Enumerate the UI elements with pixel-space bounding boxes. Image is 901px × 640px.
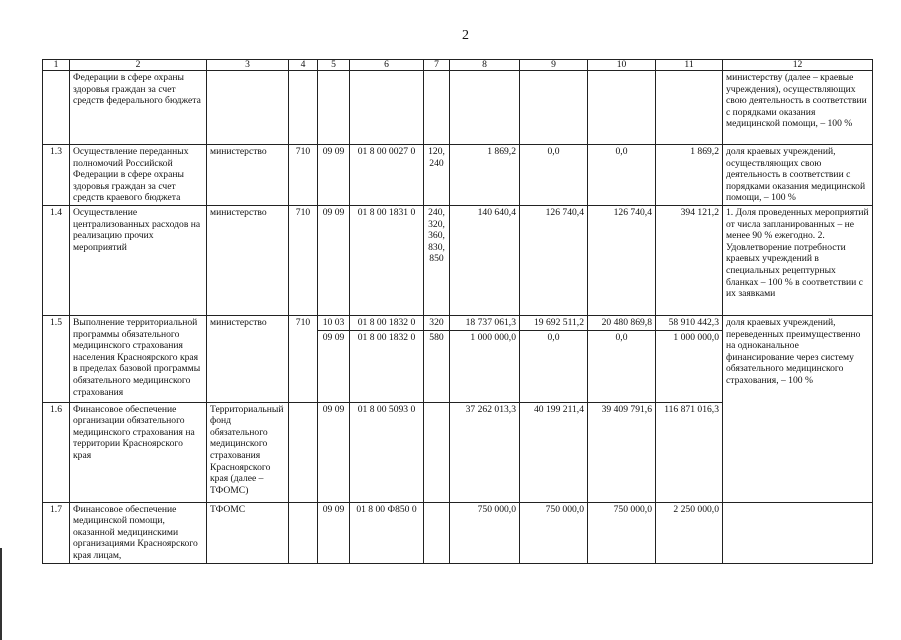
row-result: 1. Доля проведенных мероприятий от числа запланированных – не менее 90 % ежегодно. 2. Удовлетворение потребности краевых учреждений в специальных рецептурных бланках – 100 % в соответствии с их заявками	[723, 205, 873, 315]
row-name: Выполнение территориальной программы обязательного медицинского страхования населения Красноярского края в пределах базовой программы обязательного медицинского страхования	[70, 315, 207, 402]
header-cell: 8	[450, 60, 520, 71]
row-year2: 40 199 211,4	[520, 402, 588, 502]
page-number: 2	[462, 28, 469, 43]
row-result	[723, 402, 873, 502]
row-number: 1.7	[43, 502, 70, 563]
row-vr	[424, 402, 450, 502]
row-number	[43, 71, 70, 145]
row-year2: 126 740,4	[520, 205, 588, 315]
row-vr: 120, 240	[424, 145, 450, 206]
row-year2: 750 000,0	[520, 502, 588, 563]
row-year1: 1 000 000,0	[450, 330, 520, 402]
row-number: 1.3	[43, 145, 70, 206]
row-year3: 39 409 791,6	[588, 402, 656, 502]
row-executor	[207, 71, 289, 145]
row-name: Финансовое обеспечение организации обязательного медицинского страхования на территории Красноярского края	[70, 402, 207, 502]
row-csr: 01 8 00 1832 0	[350, 315, 424, 330]
row-executor: министерство	[207, 315, 289, 402]
header-cell: 9	[520, 60, 588, 71]
row-year1: 18 737 061,3	[450, 315, 520, 330]
row-total: 58 910 442,3	[656, 315, 723, 330]
header-cell: 5	[318, 60, 350, 71]
row-csr: 01 8 00 0027 0	[350, 145, 424, 206]
row-year1: 750 000,0	[450, 502, 520, 563]
program-table	[42, 59, 873, 564]
row-year2: 19 692 511,2	[520, 315, 588, 330]
row-name: Финансовое обеспечение медицинской помощи, оказанной медицинскими организациями Красноярского края лицам,	[70, 502, 207, 563]
row-year3: 126 740,4	[588, 205, 656, 315]
row-name: Осуществление переданных полномочий Российской Федерации в сфере охраны здоровья граждан за счет средств краевого бюджета	[70, 145, 207, 206]
row-number: 1.5	[43, 315, 70, 402]
row-executor: ТФОМС	[207, 502, 289, 563]
row-rzpr: 09 09	[318, 145, 350, 206]
row-vr	[424, 71, 450, 145]
row-rzpr: 10 03	[318, 315, 350, 330]
header-cell: 3	[207, 60, 289, 71]
row-grbs: 710	[289, 205, 318, 315]
row-year3: 0,0	[588, 330, 656, 402]
table-row	[43, 205, 873, 315]
table-row	[43, 402, 873, 502]
row-total: 394 121,2	[656, 205, 723, 315]
row-name: Федерации в сфере охраны здоровья граждан за счет средств федерального бюджета	[70, 71, 207, 145]
row-rzpr: 09 09	[318, 330, 350, 402]
row-year3	[588, 71, 656, 145]
table-row	[43, 502, 873, 563]
row-executor: министерство	[207, 205, 289, 315]
row-number: 1.4	[43, 205, 70, 315]
margin-line	[0, 548, 2, 640]
header-cell: 4	[289, 60, 318, 71]
row-grbs	[289, 402, 318, 502]
row-vr	[424, 502, 450, 563]
row-total: 1 000 000,0	[656, 330, 723, 402]
row-result	[723, 502, 873, 563]
row-year2: 0,0	[520, 145, 588, 206]
table-row	[43, 145, 873, 206]
header-cell: 7	[424, 60, 450, 71]
row-csr: 01 8 00 Ф850 0	[350, 502, 424, 563]
row-total: 116 871 016,3	[656, 402, 723, 502]
row-year3: 20 480 869,8	[588, 315, 656, 330]
table-row	[43, 315, 873, 330]
row-total: 2 250 000,0	[656, 502, 723, 563]
row-grbs: 710	[289, 145, 318, 206]
row-year2	[520, 71, 588, 145]
row-year1: 140 640,4	[450, 205, 520, 315]
row-year1: 1 869,2	[450, 145, 520, 206]
row-total: 1 869,2	[656, 145, 723, 206]
table-row	[43, 71, 873, 145]
row-grbs	[289, 502, 318, 563]
row-csr: 01 8 00 1831 0	[350, 205, 424, 315]
row-csr	[350, 71, 424, 145]
row-grbs	[289, 71, 318, 145]
row-grbs: 710	[289, 315, 318, 402]
header-cell: 6	[350, 60, 424, 71]
row-vr: 240, 320, 360, 830, 850	[424, 205, 450, 315]
header-cell: 2	[70, 60, 207, 71]
row-executor: министерство	[207, 145, 289, 206]
header-cell: 1	[43, 60, 70, 71]
row-total	[656, 71, 723, 145]
row-csr: 01 8 00 5093 0	[350, 402, 424, 502]
row-rzpr: 09 09	[318, 502, 350, 563]
row-name: Осуществление централизованных расходов на реализацию прочих мероприятий	[70, 205, 207, 315]
row-year1: 37 262 013,3	[450, 402, 520, 502]
row-executor: Территориальный фонд обязательного медицинского страхования Красноярского края (далее – ТФОМС)	[207, 402, 289, 502]
row-rzpr: 09 09	[318, 205, 350, 315]
row-number: 1.6	[43, 402, 70, 502]
row-rzpr: 09 09	[318, 402, 350, 502]
row-result: доля краевых учреждений, переведенных преимущественно на одноканальное финансирование через систему обязательного медицинского страхования, – 100 %	[723, 315, 873, 402]
row-vr: 580	[424, 330, 450, 402]
row-year3: 0,0	[588, 145, 656, 206]
header-cell: 12	[723, 60, 873, 71]
row-year3: 750 000,0	[588, 502, 656, 563]
row-result: доля краевых учреждений, осуществляющих свою деятельность в соответствии с порядками оказания медицинской помощи, – 100 %	[723, 145, 873, 206]
row-csr: 01 8 00 1832 0	[350, 330, 424, 402]
header-cell: 10	[588, 60, 656, 71]
row-vr: 320	[424, 315, 450, 330]
row-year2: 0,0	[520, 330, 588, 402]
row-rzpr	[318, 71, 350, 145]
row-result: министерству (далее – краевые учреждения), осуществляющих свою деятельность в соответствии с порядками оказания медицинской помощи, – 100 %	[723, 71, 873, 145]
header-cell: 11	[656, 60, 723, 71]
row-year1	[450, 71, 520, 145]
header-row	[43, 60, 873, 71]
